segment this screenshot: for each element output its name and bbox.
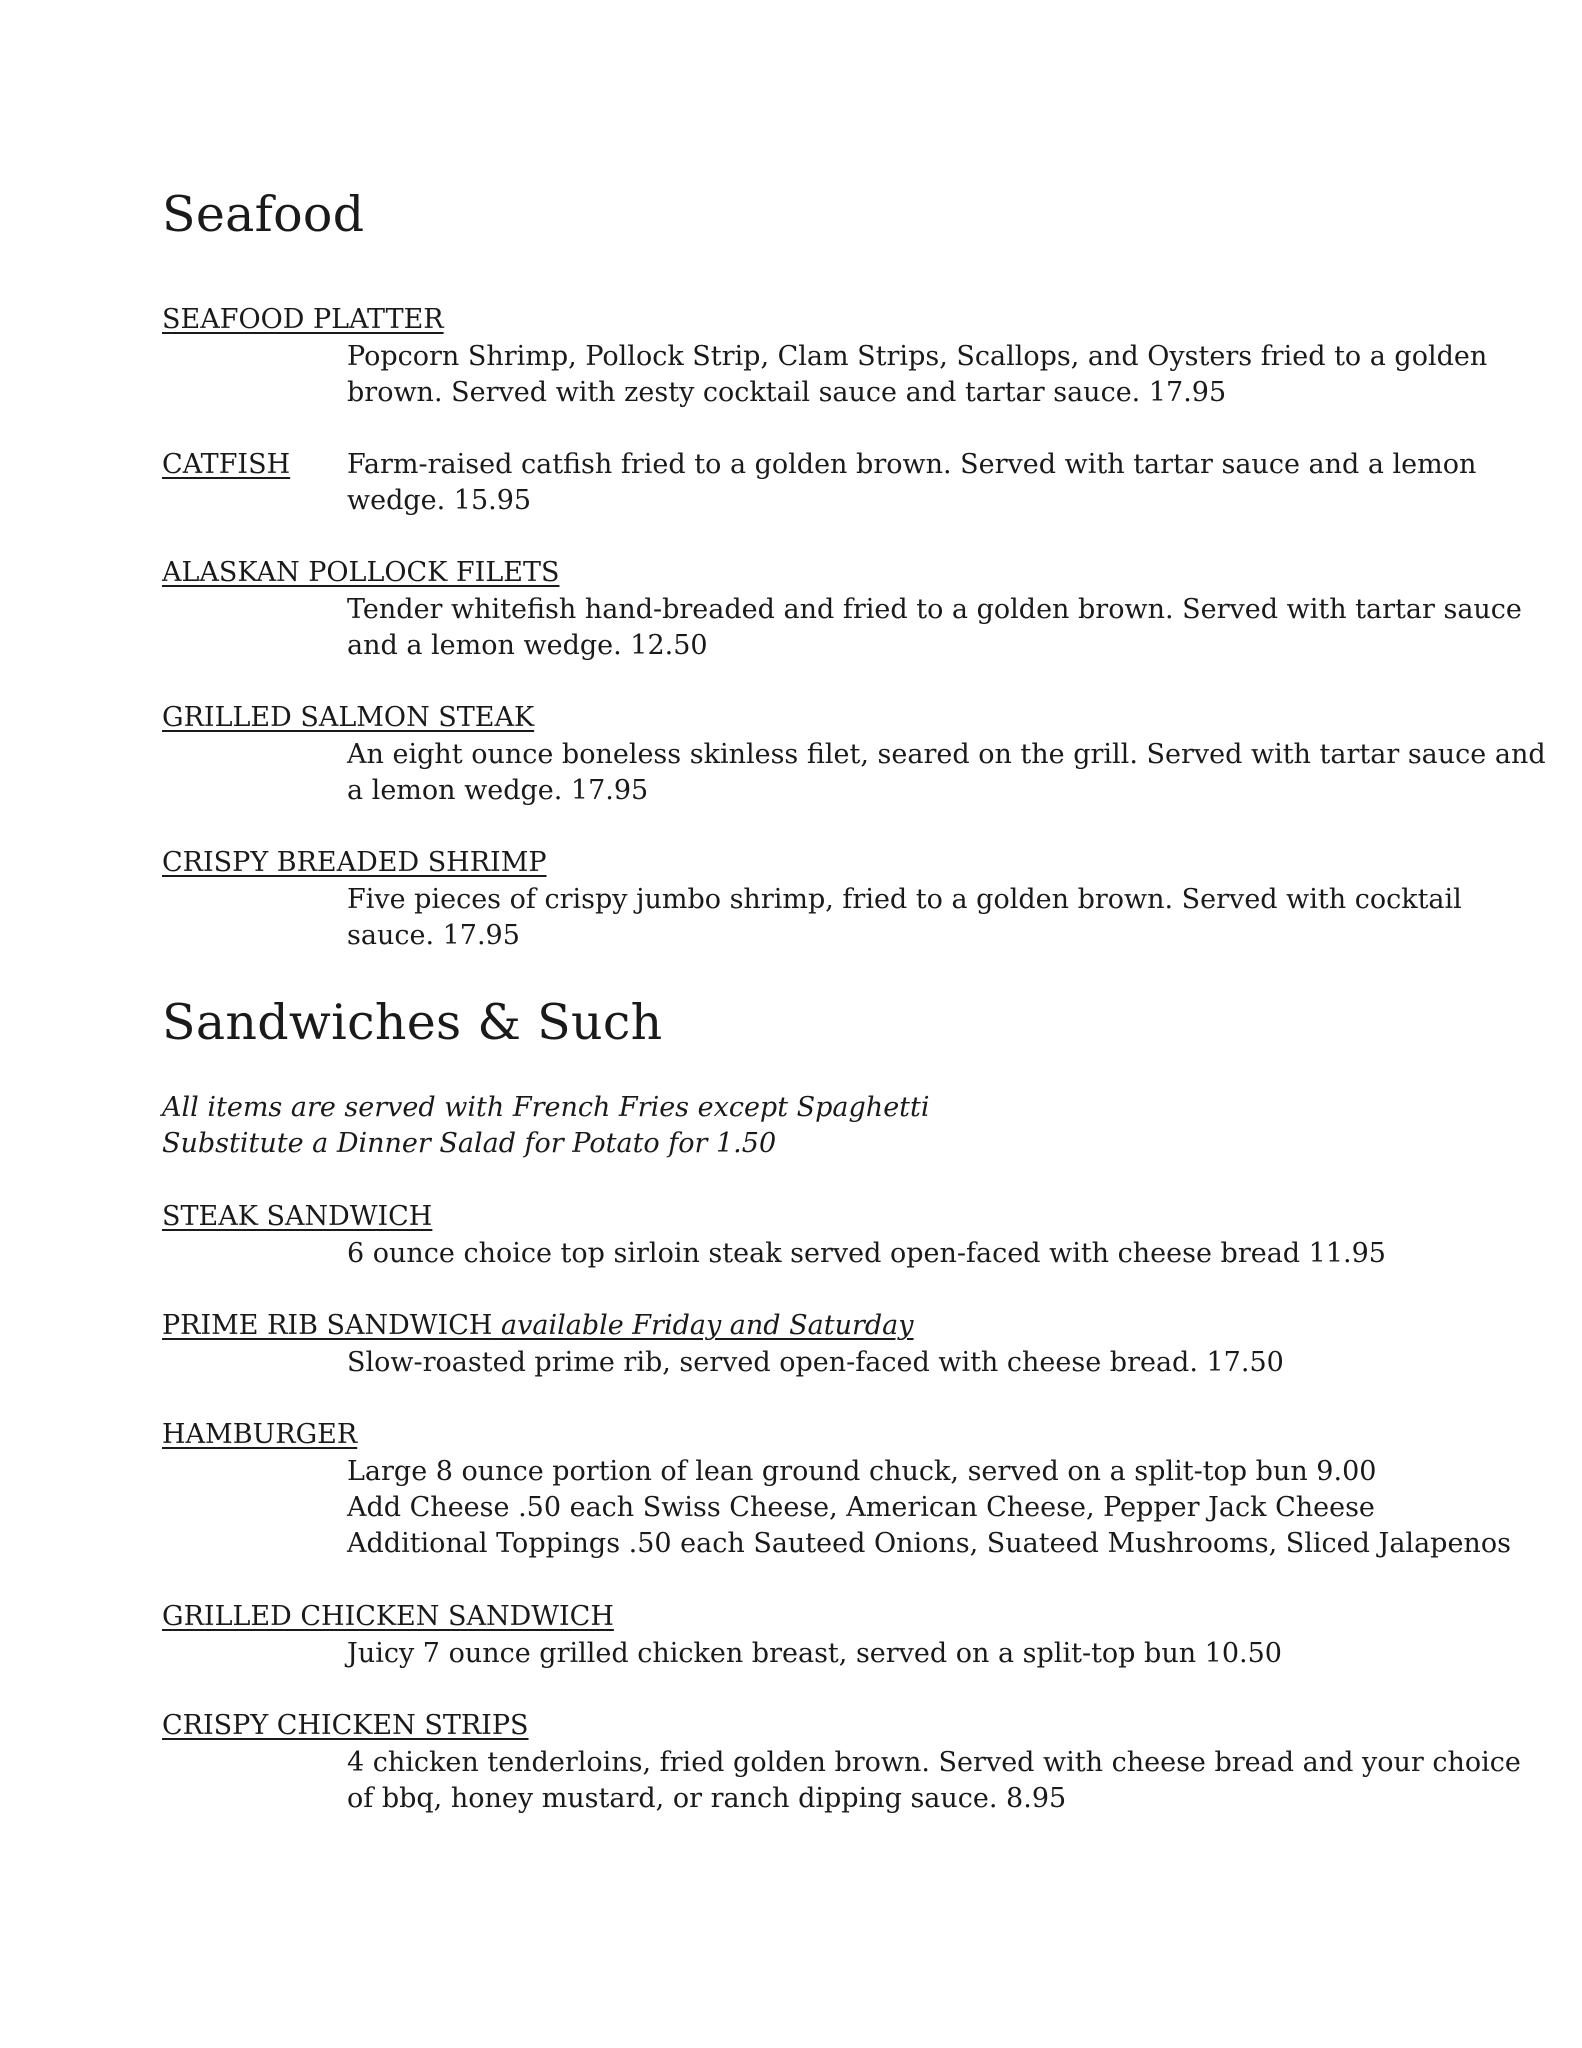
item-name-seafood-platter: SEAFOOD PLATTER <box>162 304 444 335</box>
item-name-crispy-chicken-strips: CRISPY CHICKEN STRIPS <box>162 1710 529 1741</box>
item-desc-line: Large 8 ounce portion of lean ground chuck, served on a split-top bun 9.00 <box>347 1456 1377 1487</box>
sandwiches-intro-line: All items are served with French Fries except Spaghetti <box>162 1092 930 1123</box>
item-desc-line: Slow-roasted prime rib, served open-faced with cheese bread. 17.50 <box>347 1347 1284 1378</box>
item-desc-line: Farm-raised catfish fried to a golden brown. Served with tartar sauce and a lemon <box>347 449 1477 480</box>
item-name-catfish: CATFISH <box>162 449 291 480</box>
section-title-seafood: Seafood <box>162 186 365 243</box>
item-name-prime-rib-sandwich <box>162 1310 914 1341</box>
item-desc-line: Five pieces of crispy jumbo shrimp, fried to a golden brown. Served with cocktail <box>347 884 1462 915</box>
item-name-steak-sandwich: STEAK SANDWICH <box>162 1201 433 1232</box>
item-name-alaskan-pollock: ALASKAN POLLOCK FILETS <box>162 557 560 588</box>
item-name-grilled-salmon: GRILLED SALMON STEAK <box>162 702 535 733</box>
item-desc-line: and a lemon wedge. 12.50 <box>347 630 708 661</box>
item-name-hamburger: HAMBURGER <box>162 1419 358 1450</box>
item-desc-line: of bbq, honey mustard, or ranch dipping sauce. 8.95 <box>347 1783 1067 1814</box>
item-desc-line: Tender whitefish hand-breaded and fried to a golden brown. Served with tartar sauce <box>347 594 1522 625</box>
item-desc-line: brown. Served with zesty cocktail sauce and tartar sauce. 17.95 <box>347 377 1227 408</box>
item-desc-line: sauce. 17.95 <box>347 920 520 951</box>
item-desc-line: Additional Toppings .50 each Sauteed Onions, Suateed Mushrooms, Sliced Jalapenos <box>347 1528 1511 1559</box>
item-name-text: PRIME RIB SANDWICH <box>162 1310 493 1341</box>
section-title-sandwiches: Sandwiches & Such <box>162 994 663 1051</box>
item-name-crispy-shrimp: CRISPY BREADED SHRIMP <box>162 847 547 878</box>
item-desc-line: Popcorn Shrimp, Pollock Strip, Clam Strips, Scallops, and Oysters fried to a golden <box>347 341 1488 372</box>
item-desc-line: wedge. 15.95 <box>347 485 532 516</box>
item-desc-line: 4 chicken tenderloins, fried golden brown. Served with cheese bread and your choice <box>347 1747 1521 1778</box>
item-desc-line: An eight ounce boneless skinless filet, seared on the grill. Served with tartar sauce and <box>347 739 1546 770</box>
item-desc-line: a lemon wedge. 17.95 <box>347 775 649 806</box>
item-desc-line: 6 ounce choice top sirloin steak served open-faced with cheese bread 11.95 <box>347 1238 1386 1269</box>
item-desc-line: Add Cheese .50 each Swiss Cheese, American Cheese, Pepper Jack Cheese <box>347 1492 1375 1523</box>
sandwiches-intro-line: Substitute a Dinner Salad for Potato for 1.50 <box>162 1128 777 1159</box>
item-name-grilled-chicken-sandwich: GRILLED CHICKEN SANDWICH <box>162 1601 614 1632</box>
item-availability-note: available Friday and Saturday <box>501 1310 914 1341</box>
item-desc-line: Juicy 7 ounce grilled chicken breast, served on a split-top bun 10.50 <box>347 1638 1282 1669</box>
